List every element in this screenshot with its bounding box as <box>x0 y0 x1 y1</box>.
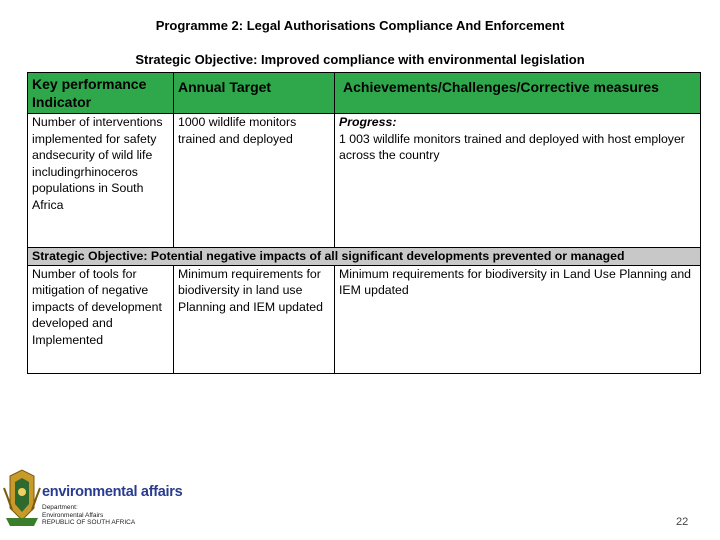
table-header-row <box>28 73 701 114</box>
header-achievements: Achievements/Challenges/Corrective measures <box>335 73 701 114</box>
department-text <box>42 504 135 527</box>
strategic-objective-title: Strategic Objective: Improved compliance with environmental legislation <box>135 52 585 67</box>
strategic-objective-row: Strategic Objective: Potential negative impacts of all significant developments prevented or managed <box>28 248 701 266</box>
dept-line: REPUBLIC OF SOUTH AFRICA <box>42 519 136 526</box>
dept-line: Department: <box>42 504 78 511</box>
header-kpi: Key performance Indicator <box>28 73 174 114</box>
indicator-cell: Number of interventions implemented for safety andsecurity of wild life includingrhinoceros populations in South Africa <box>28 114 174 248</box>
header-annual-target: Annual Target <box>174 73 335 114</box>
progress-label: Progress: <box>339 115 397 129</box>
objective-row <box>28 248 701 266</box>
dept-line: Environmental Affairs <box>42 511 104 519</box>
target-cell: Minimum requirements for biodiversity in land use Planning and IEM updated <box>174 265 335 373</box>
target-cell: 1000 wildlife monitors trained and deployed <box>174 114 335 248</box>
logo-text: environmental affairs <box>42 484 183 500</box>
kpi-table <box>27 72 701 374</box>
table-row <box>28 114 701 248</box>
indicator-cell: Number of tools for mitigation of negative impacts of development developed and Implemented <box>28 265 174 373</box>
achievement-cell <box>335 114 701 248</box>
achievement-text: 1 003 wildlife monitors trained and deployed with host employer across the country <box>339 131 685 162</box>
page-number: 22 <box>676 516 689 528</box>
table-row <box>28 265 701 373</box>
achievement-cell: Minimum requirements for biodiversity in Land Use Planning and IEM updated <box>335 265 701 373</box>
page-title: Programme 2: Legal Authorisations Compliance And Enforcement <box>155 18 565 33</box>
